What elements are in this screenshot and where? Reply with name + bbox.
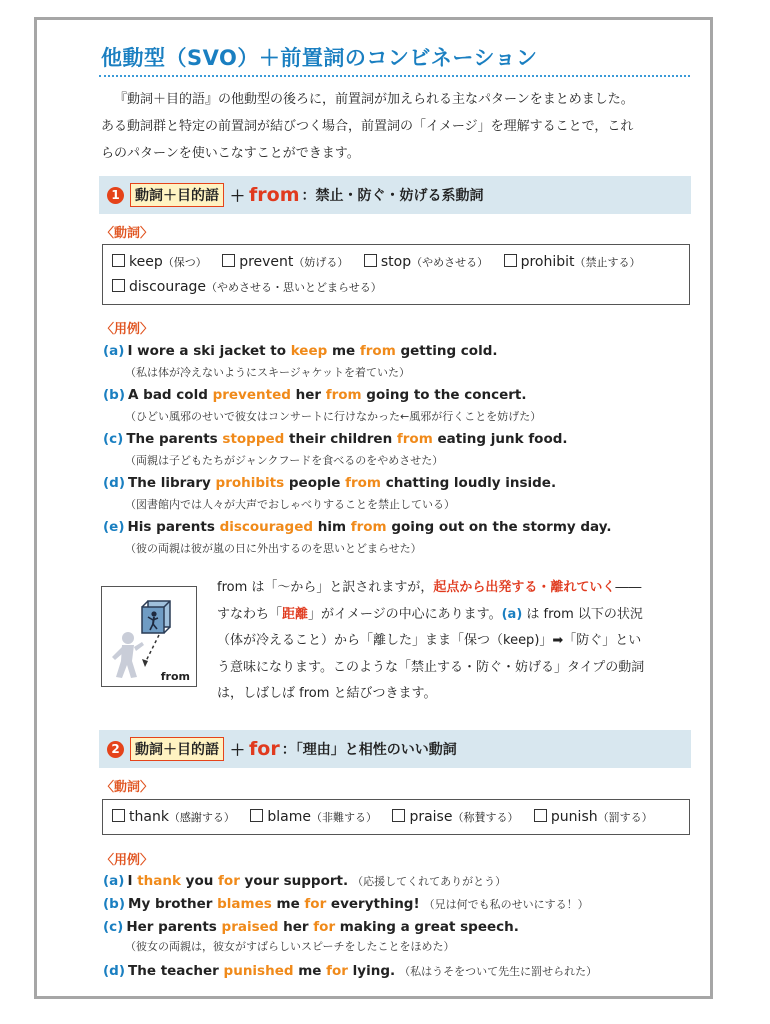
example-sentence: (d) The library prohibits people from chatting loudly inside.	[103, 475, 557, 491]
title-divider	[99, 75, 690, 77]
section-header-from	[99, 176, 691, 214]
verb-item: punish（罰する）	[534, 809, 653, 825]
section-number-badge: 1	[107, 187, 124, 204]
explain-line: （体が冷えること）から「離した」まま「保つ（keep)」➡「防ぐ」とい	[217, 633, 642, 648]
pattern-box: 動詞＋目的語	[130, 183, 224, 207]
verb-row	[112, 250, 680, 275]
checkbox-icon	[222, 254, 235, 267]
section-header-for	[99, 730, 691, 768]
example-item	[103, 431, 568, 468]
example-translation: （私は体が冷えないようにスキージャケットを着ていた）	[125, 366, 411, 379]
checkbox-icon	[112, 279, 125, 292]
verb-item: prohibit（禁止する）	[504, 254, 641, 270]
verb-item: stop（やめさせる）	[364, 254, 488, 270]
checkbox-icon	[250, 809, 263, 822]
example-sentence: (d) The teacher punished me for lying. （私はうそをついて先生に罰せられた）	[103, 963, 598, 979]
example-sentence: (e) His parents discouraged him from going out on the stormy day.	[103, 519, 612, 535]
from-explanation	[217, 575, 692, 708]
verb-item: thank（感謝する）	[112, 809, 235, 825]
example-sentence: (a) I wore a ski jacket to keep me from getting cold.	[103, 343, 498, 359]
explain-line: すなわち「距離」がイメージの中心にあります。(a) は from 以下の状況	[217, 606, 643, 622]
verb-item: praise（称賛する）	[392, 809, 518, 825]
example-translation: （彼の両親は彼が嵐の日に外出するのを思いとどまらせた）	[125, 542, 422, 555]
checkbox-icon	[504, 254, 517, 267]
example-item	[103, 873, 506, 889]
verb-row	[112, 805, 680, 830]
example-sentence: (b) My brother blames me for everything! （兄は何でも私のせいにする！）	[103, 896, 589, 912]
example-sentence: (c) Her parents praised her for making a great speech.	[103, 919, 519, 935]
example-item	[103, 963, 597, 979]
example-translation: （彼女の両親は，彼女がすばらしいスピーチをしたことをほめた）	[125, 940, 455, 953]
preposition-keyword: for	[249, 738, 280, 760]
checkbox-icon	[392, 809, 405, 822]
example-translation: （図書館内では人々が大声でおしゃべりすることを禁止している）	[125, 498, 455, 511]
intro-line: らのパターンを使いこなすことができます。	[101, 146, 360, 161]
from-illustration	[101, 586, 197, 687]
plus-sign: ＋	[230, 186, 246, 205]
explain-line: from は「～から」と訳されますが，起点から出発する・離れていく――	[217, 580, 642, 595]
checkbox-icon	[112, 254, 125, 267]
explain-line: は，しばしば from と結びつきます。	[217, 686, 437, 701]
examples-label: 〈用例〉	[101, 322, 154, 337]
explain-line: う意味になります。このような「禁止する・防ぐ・妨げる」タイプの動詞	[217, 659, 645, 675]
verb-item: blame（非難する）	[250, 809, 377, 825]
checkbox-icon	[112, 809, 125, 822]
intro-line: 『動詞＋目的語』の他動型の後ろに，前置詞が加えられる主なパターンをまとめました。	[114, 92, 634, 107]
illustration-caption: from	[160, 670, 190, 683]
verbs-label: 〈動詞〉	[101, 780, 154, 795]
example-item	[103, 387, 541, 424]
section-description: ：「理由」と相性のいい動詞	[281, 742, 457, 758]
pattern-box: 動詞＋目的語	[130, 737, 224, 761]
verbs-label: 〈動詞〉	[101, 226, 154, 241]
verb-list-box	[102, 799, 690, 835]
section-description: ：禁止・防ぐ・妨げる系動詞	[301, 188, 484, 204]
plus-sign: ＋	[230, 740, 246, 759]
example-item	[103, 343, 498, 380]
verb-item: discourage（やめさせる・思いとどまらせる）	[112, 279, 382, 295]
example-sentence: (a) I thank you for your support. （応援してくれてありがとう）	[103, 873, 507, 889]
page-title: 他動型（SVO）＋前置詞のコンビネーション	[101, 46, 538, 70]
example-item	[103, 896, 589, 912]
verb-list-box	[102, 244, 690, 305]
example-item	[103, 475, 556, 512]
verb-item: keep（保つ）	[112, 254, 207, 270]
example-sentence: (b) A bad cold prevented her from going to the concert.	[103, 387, 527, 403]
example-translation: （ひどい風邪のせいで彼女はコンサートに行けなかった←風邪が行くことを妨げた）	[125, 410, 542, 423]
example-item	[103, 919, 519, 954]
checkbox-icon	[534, 809, 547, 822]
example-item	[103, 519, 611, 556]
verb-item: prevent（妨げる）	[222, 254, 348, 270]
verb-row	[112, 275, 680, 300]
example-translation: （両親は子どもたちがジャンクフードを食べるのをやめさせた）	[125, 454, 444, 467]
example-sentence: (c) The parents stopped their children from eating junk food.	[103, 431, 568, 447]
preposition-keyword: from	[249, 184, 300, 206]
intro-line: ある動詞群と特定の前置詞が結びつく場合，前置詞の「イメージ」を理解することで，これ	[101, 119, 634, 134]
examples-label: 〈用例〉	[101, 853, 154, 868]
section-number-badge: 2	[107, 741, 124, 758]
intro-paragraph	[101, 86, 691, 167]
checkbox-icon	[364, 254, 377, 267]
